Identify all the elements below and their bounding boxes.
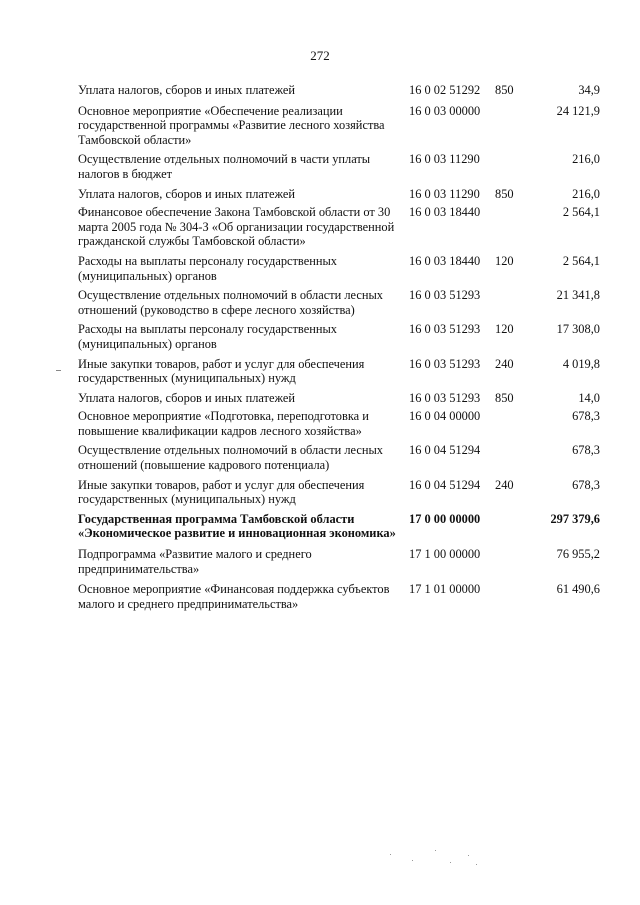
row-amount: 2 564,1 xyxy=(562,253,600,268)
row-amount: 14,0 xyxy=(578,390,600,405)
row-amount: 24 121,9 xyxy=(556,103,600,118)
row-code: 16 0 03 18440 xyxy=(409,253,481,268)
row-name: Осуществление отдельных полномочий в области лесных отношений (руководство в сфере лесного хозяйства) xyxy=(78,288,383,317)
row-code: 16 0 03 11290 xyxy=(409,152,480,167)
row-name: Расходы на выплаты персоналу государственных (муниципальных) органов xyxy=(78,253,337,283)
row-code: 16 0 02 51292 xyxy=(409,83,481,97)
row-code: 16 0 03 51293 xyxy=(409,390,481,405)
row-code: 17 0 00 00000 xyxy=(409,511,481,526)
row-amount: 678,3 xyxy=(572,443,600,458)
row-amount: 34,9 xyxy=(578,83,600,97)
row-code: 17 1 01 00000 xyxy=(409,582,481,597)
row-code: 17 1 00 00000 xyxy=(409,547,481,562)
table-row xyxy=(78,254,600,283)
row-amount: 297 379,6 xyxy=(550,511,600,526)
row-name: Иные закупки товаров, работ и услуг для обеспечения государственных (муниципальных) нужд xyxy=(78,477,365,507)
row-code: 16 0 04 51294 xyxy=(409,477,481,492)
row-name: Расходы на выплаты персоналу государственных (муниципальных) органов xyxy=(78,322,337,351)
row-code: 16 0 03 00000 xyxy=(409,103,481,118)
page-number: 272 xyxy=(310,48,330,63)
budget-table xyxy=(78,83,600,617)
row-expense-type: 120 xyxy=(495,322,514,337)
row-code: 16 0 03 51293 xyxy=(409,322,481,337)
row-amount: 216,0 xyxy=(572,186,600,201)
row-code: 16 0 03 51293 xyxy=(409,356,481,371)
margin-mark xyxy=(56,370,61,371)
row-name: Подпрограмма «Развитие малого и среднего предпринимательства» xyxy=(78,547,312,576)
table-row xyxy=(78,205,600,249)
row-name: Уплата налогов, сборов и иных платежей xyxy=(78,390,296,405)
row-amount: 76 955,2 xyxy=(556,547,600,562)
row-expense-type: 850 xyxy=(495,83,514,97)
row-code: 16 0 03 11290 xyxy=(409,186,480,201)
row-amount: 17 308,0 xyxy=(556,322,600,337)
scan-specks xyxy=(380,840,500,870)
table-row xyxy=(78,409,600,438)
row-name: Основное мероприятие «Финансовая поддержка субъектов малого и среднего предпринимательства» xyxy=(78,582,390,611)
row-name: Основное мероприятие «Подготовка, переподготовка и повышение квалификации кадров лесного хозяйства» xyxy=(78,409,369,438)
row-amount: 678,3 xyxy=(572,477,600,492)
row-amount: 21 341,8 xyxy=(556,288,600,303)
row-expense-type: 850 xyxy=(495,390,514,405)
row-expense-type: 850 xyxy=(495,186,514,201)
table-row xyxy=(78,357,600,386)
table-row xyxy=(78,582,600,611)
row-code: 16 0 04 51294 xyxy=(409,443,481,458)
table-row xyxy=(78,288,600,317)
row-expense-type: 240 xyxy=(495,356,514,371)
table-row xyxy=(78,478,600,507)
row-name: Уплата налогов, сборов и иных платежей xyxy=(78,186,296,201)
table-row xyxy=(78,83,600,98)
row-name: Осуществление отдельных полномочий в части уплаты налогов в бюджет xyxy=(78,152,371,181)
table-row xyxy=(78,512,600,541)
row-name: Осуществление отдельных полномочий в области лесных отношений (повышение кадрового потенциала) xyxy=(78,443,383,473)
row-code: 16 0 03 51293 xyxy=(409,288,481,303)
table-row xyxy=(78,391,600,406)
row-code: 16 0 03 18440 xyxy=(409,205,481,220)
row-expense-type: 240 xyxy=(495,477,514,492)
row-code: 16 0 04 00000 xyxy=(409,409,481,424)
table-row xyxy=(78,152,600,181)
row-name: Уплата налогов, сборов и иных платежей xyxy=(78,83,296,97)
row-name: Основное мероприятие «Обеспечение реализации государственной программы «Развитие лесного хозяйства Тамбовской области» xyxy=(78,103,385,147)
row-name: Иные закупки товаров, работ и услуг для обеспечения государственных (муниципальных) нужд xyxy=(78,356,365,386)
row-amount: 61 490,6 xyxy=(556,582,600,597)
table-row xyxy=(78,443,600,472)
row-amount: 4 019,8 xyxy=(562,356,600,371)
row-amount: 2 564,1 xyxy=(562,205,600,220)
table-row xyxy=(78,187,600,202)
row-amount: 678,3 xyxy=(572,409,600,424)
row-expense-type: 120 xyxy=(495,253,514,268)
row-name: Финансовое обеспечение Закона Тамбовской области от 30 марта 2005 года № 304-З «Об организации государственной гражданской службы Тамбовской области» xyxy=(78,205,395,249)
table-row xyxy=(78,547,600,576)
row-name: Государственная программа Тамбовской области «Экономическое развитие и инновационная экономика» xyxy=(78,511,396,541)
table-row xyxy=(78,104,600,148)
row-amount: 216,0 xyxy=(572,152,600,167)
table-row xyxy=(78,322,600,351)
